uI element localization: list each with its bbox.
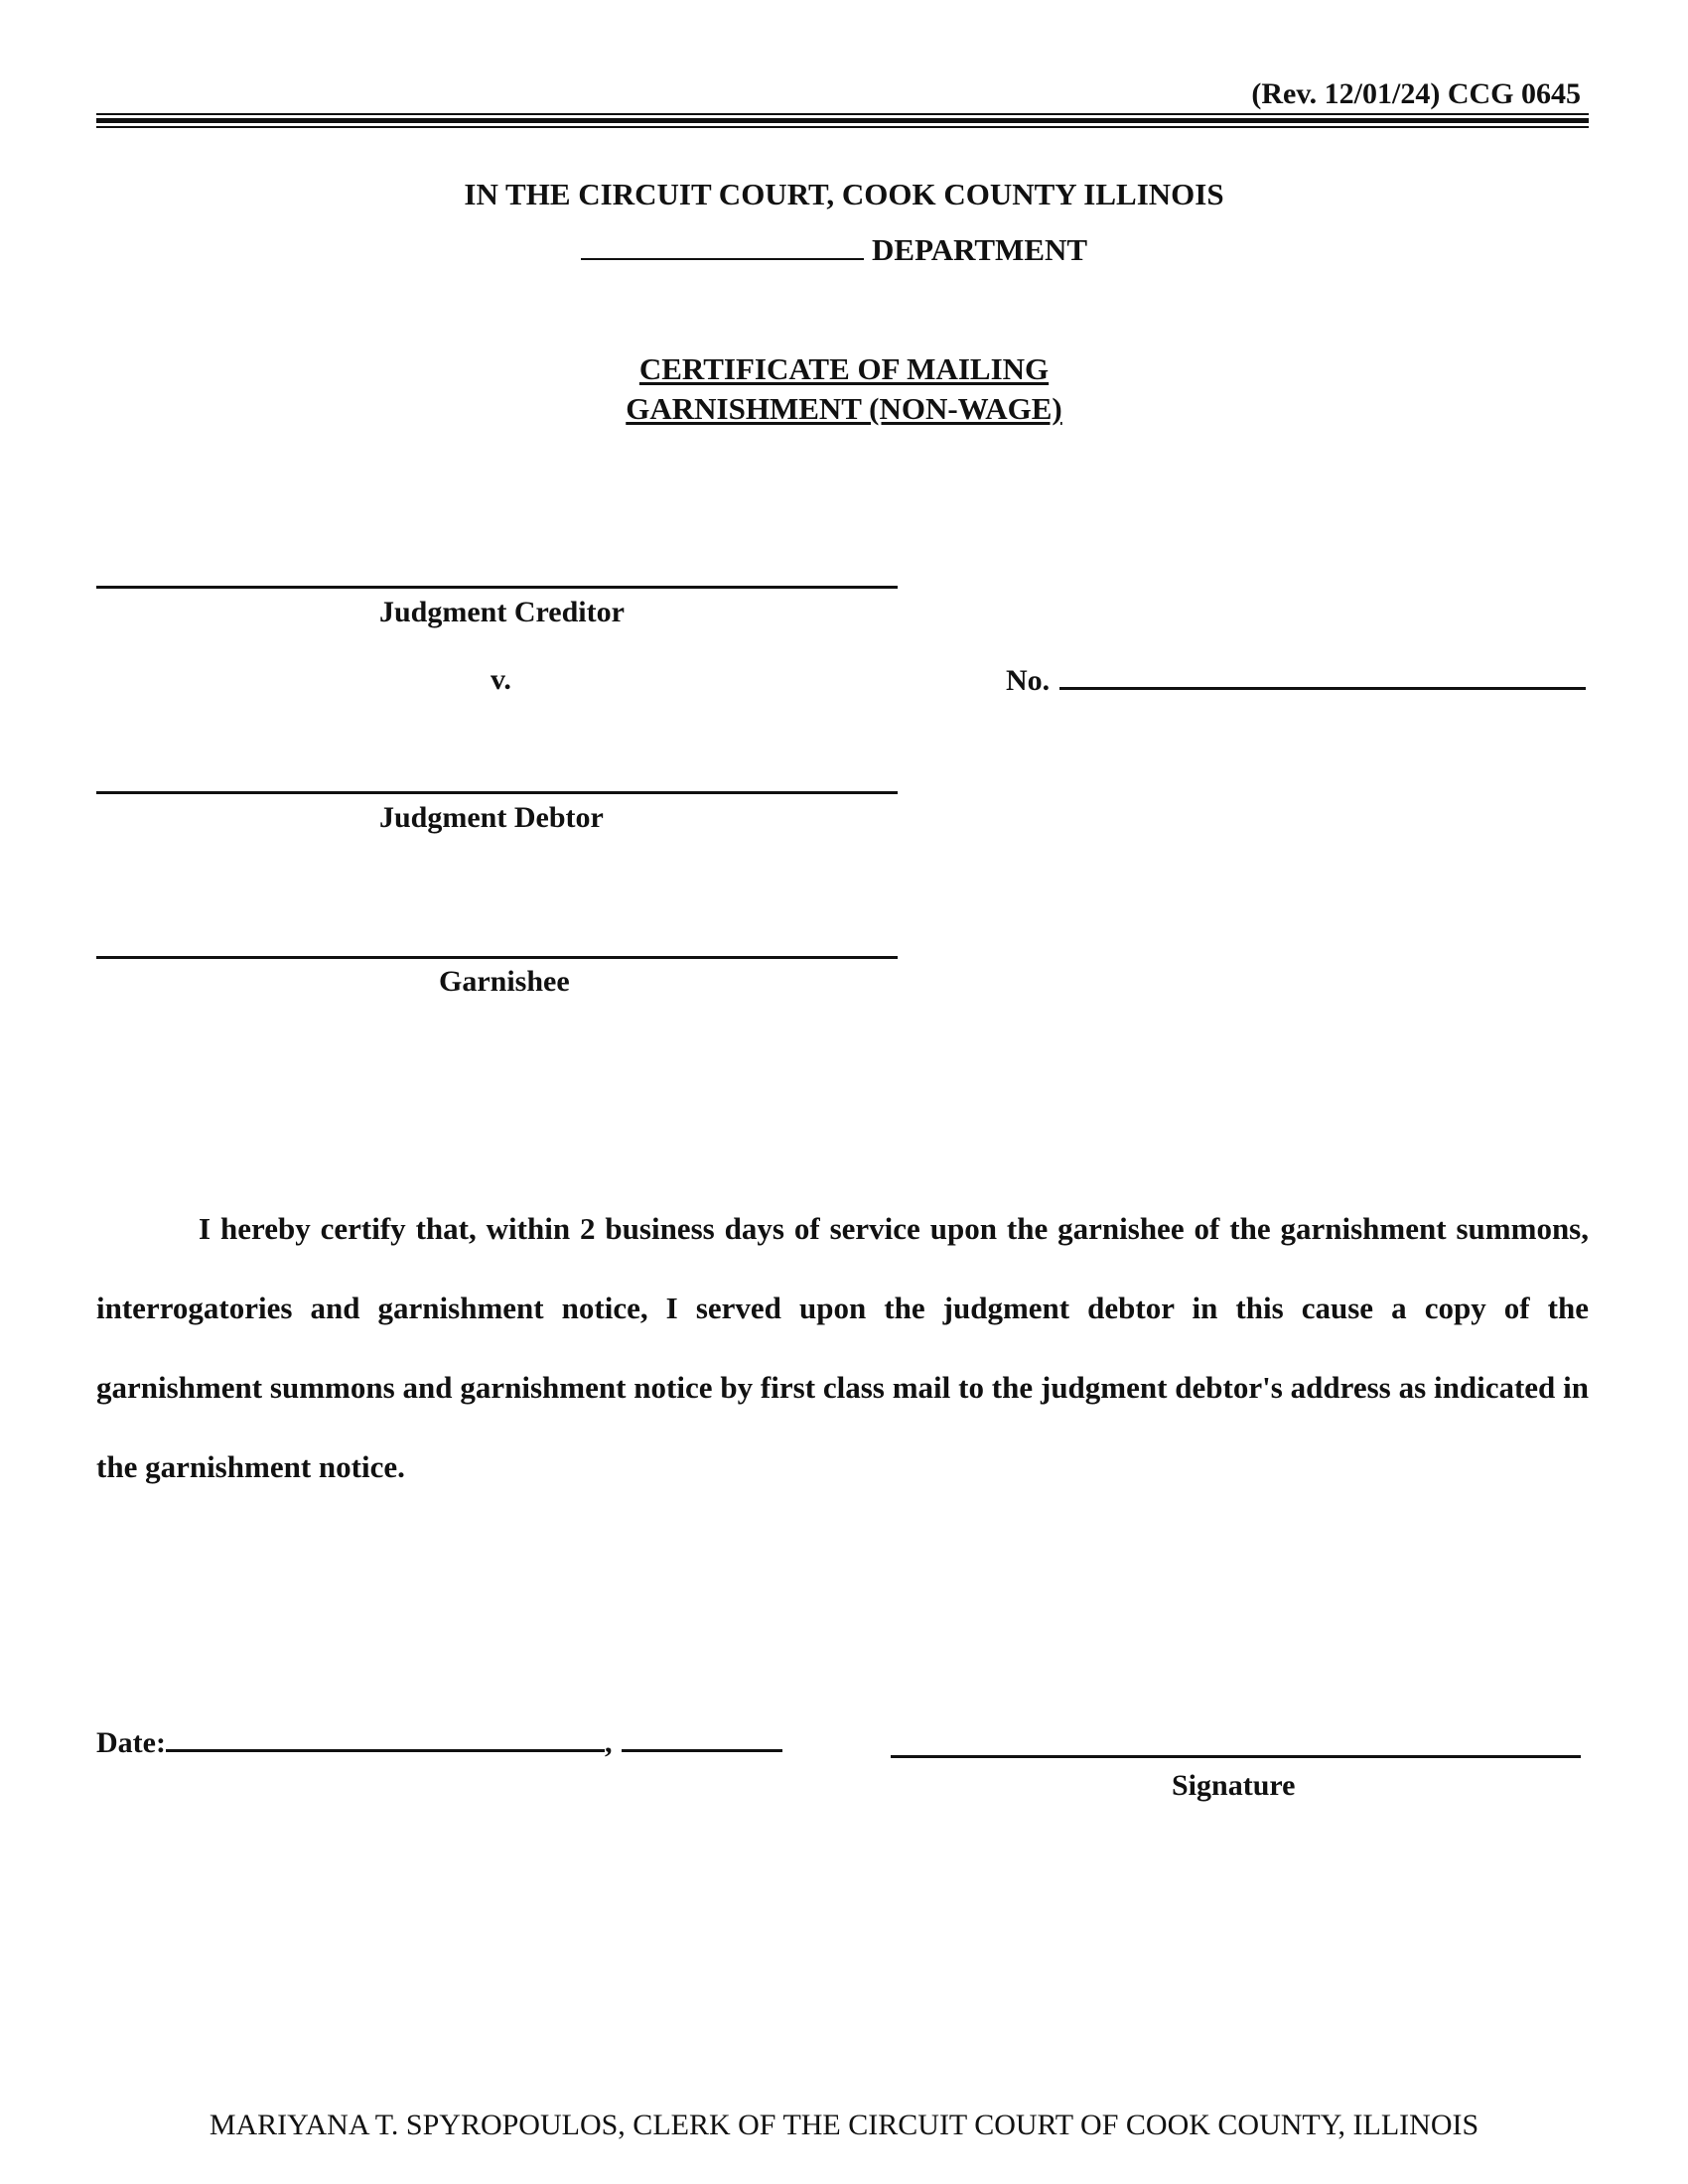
signature-label: Signature xyxy=(1172,1769,1296,1802)
court-title: IN THE CIRCUIT COURT, COOK COUNTY ILLINOIS xyxy=(464,177,1224,211)
department-input[interactable] xyxy=(581,228,864,260)
case-number-row xyxy=(1006,661,1586,698)
certification-text: I hereby certify that, within 2 business days of service upon the garnishee of the garnishment summons, interrogatories and garnishment notice, I served upon the judgment debtor in this cause a copy of the garnishment summons and garnishment notice by first class mail to the judgment debtor's address as indicated in the garnishment notice. xyxy=(96,1211,1589,1484)
garnishee-input[interactable] xyxy=(96,956,898,959)
judgment-creditor-input[interactable] xyxy=(96,586,898,589)
department-label: DEPARTMENT xyxy=(872,232,1088,267)
date-comma: , xyxy=(604,1726,613,1759)
garnishee-label: Garnishee xyxy=(439,965,570,998)
department-row xyxy=(581,228,1087,268)
signature-input[interactable] xyxy=(891,1755,1581,1758)
case-number-label: No. xyxy=(1006,664,1051,697)
date-year-input[interactable] xyxy=(622,1723,782,1752)
date-label: Date: xyxy=(96,1726,166,1759)
header-rule-middle xyxy=(96,118,1589,123)
form-title-line1: CERTIFICATE OF MAILING xyxy=(638,351,1050,386)
versus-label: v. xyxy=(491,663,511,696)
date-month-day-input[interactable] xyxy=(166,1723,605,1752)
judgment-debtor-input[interactable] xyxy=(96,791,898,794)
form-revision: (Rev. 12/01/24) CCG 0645 xyxy=(1251,77,1581,110)
case-number-input[interactable] xyxy=(1059,661,1586,690)
judgment-creditor-label: Judgment Creditor xyxy=(379,596,625,628)
date-row xyxy=(96,1723,782,1760)
header-rule-bottom xyxy=(96,126,1589,128)
header-rule-top xyxy=(96,113,1589,115)
clerk-footer: MARIYANA T. SPYROPOULOS, CLERK OF THE CIRCUIT COURT OF COOK COUNTY, ILLINOIS xyxy=(209,2109,1479,2141)
form-title-line2: GARNISHMENT (NON-WAGE) xyxy=(626,391,1062,426)
judgment-debtor-label: Judgment Debtor xyxy=(379,801,604,834)
